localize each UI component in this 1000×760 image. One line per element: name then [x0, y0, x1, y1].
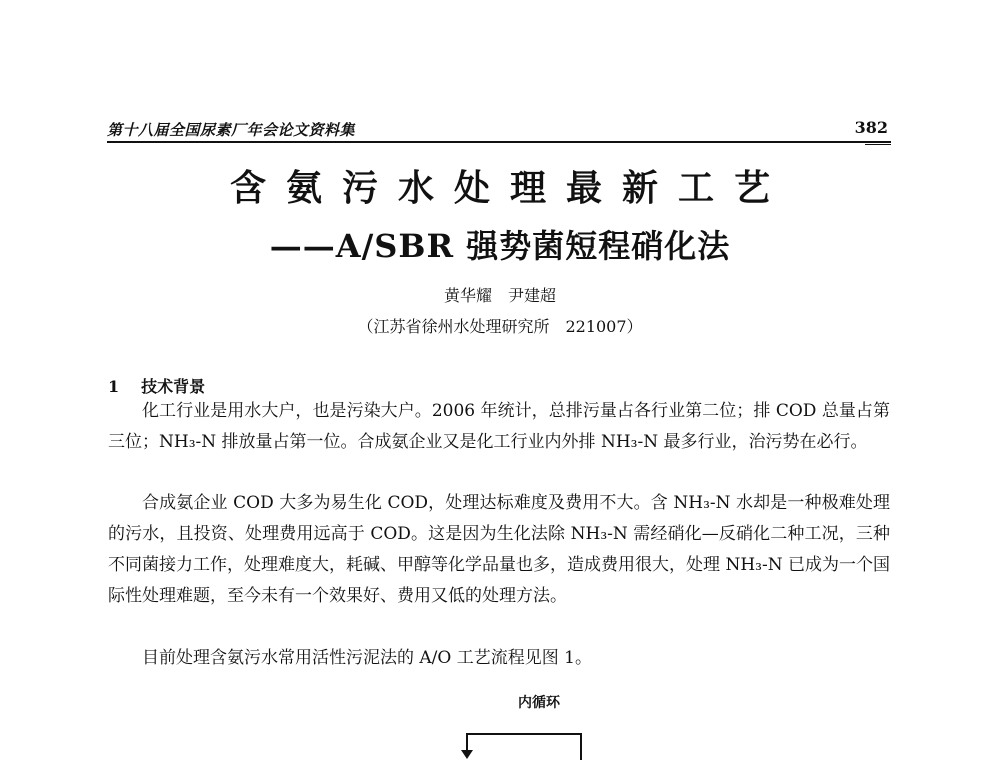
page-number-underline	[865, 144, 891, 145]
section-number: 1	[108, 377, 120, 396]
recycle-line	[467, 734, 581, 760]
paragraph-3: 目前处理含氨污水常用活性污泥法的 A/O 工艺流程见图 1。	[142, 648, 592, 668]
affiliation: （江苏省徐州水处理研究所 221007）	[357, 317, 643, 336]
page-number: 382	[854, 118, 888, 137]
journal-title: 第十八届全国尿素厂年会论文资料集	[107, 121, 356, 139]
section-title: 技术背景	[141, 377, 206, 396]
paragraph-1: 化工行业是用水大户，也是污染大户。2006 年统计，总排污量占各行业第二位；排 COD 总量占第三位；NH₃-N 排放量占第一位。合成氨企业又是化工行业内外排 NH₃-N 最多行业，治污势在必行。	[108, 401, 890, 452]
paper-title: 含氨污水处理最新工艺	[229, 167, 790, 209]
authors: 黄华耀 尹建超	[443, 286, 556, 305]
paragraph-2: 合成氨企业 COD 大多为易生化 COD，处理达标难度及费用不大。含 NH₃-N 水却是一种极难处理的污水，且投资、处理费用远高于 COD。这是因为生化法除 NH₃-N 需经硝化—反硝化二种工况，三种不同菌接力工作，处理难度大，耗碱、甲醇等化学品量也多，造成费用很大，处理 NH₃-N 已成为一个国际性处理难题，至今未有一个效果好、费用又低的处理方法。	[108, 493, 890, 606]
section-heading	[108, 374, 205, 397]
header-rule	[107, 141, 891, 143]
figure-label-internal-recycle: 内循环	[518, 695, 560, 711]
flow-diagram	[455, 722, 595, 760]
arrow-down-icon	[461, 750, 473, 759]
paper-subtitle: ——A/SBR 强势菌短程硝化法	[269, 227, 731, 265]
